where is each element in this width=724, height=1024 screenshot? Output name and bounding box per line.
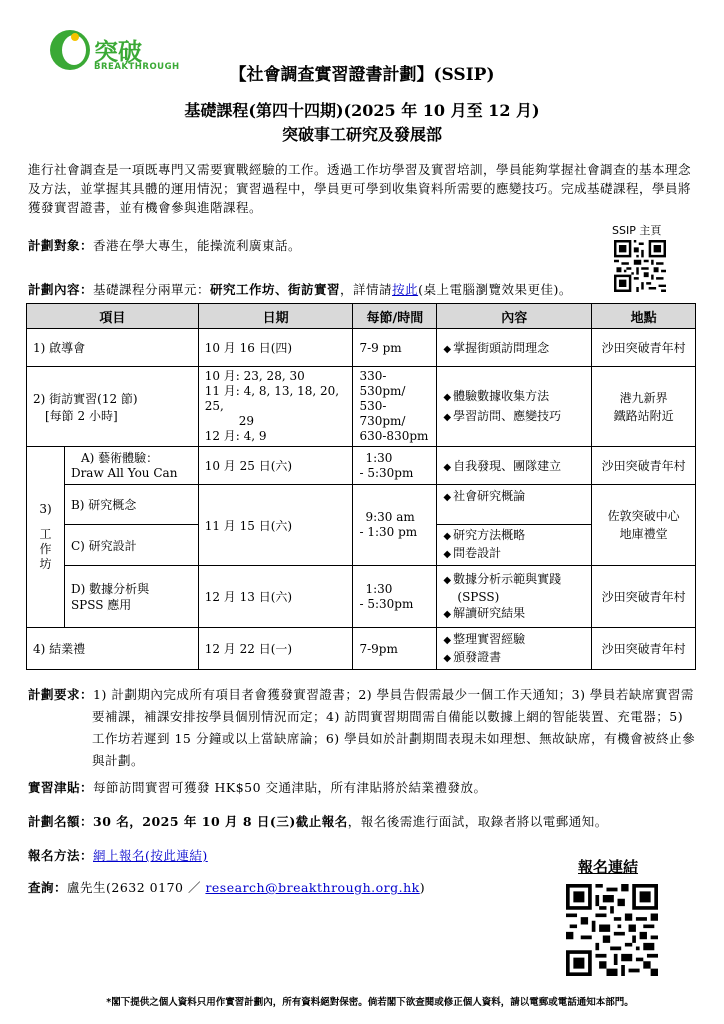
venue-cell: 沙田突破青年村 [592,628,696,670]
time-cell: 330-530pm/ 530-730pm/ 630-830pm [353,367,437,447]
venue-cell: 沙田突破青年村 [592,329,696,367]
quota-text: ，報名後需進行面試，取錄者將以電郵通知。 [347,814,608,829]
ssip-qr-label: SSIP 主頁 [612,224,662,237]
logo-chinese: 突破 [94,38,142,66]
venue-cell: 港九新界 鐵路站附近 [592,367,696,447]
time-cell: 7-9 pm [353,329,437,367]
content-label: 計劃內容： [28,282,94,297]
quota-label: 計劃名額： [28,814,94,829]
enquiry-label: 查詢： [28,880,68,895]
date-cell: 10 月 16 日(四) [198,329,353,367]
table-row [27,628,696,670]
table-header-row [27,304,696,329]
allowance-label: 實習津貼： [28,780,94,795]
page-title: 【社會調查實習證書計劃】(SSIP) [229,65,495,85]
allowance-line [28,778,700,797]
date-cell: 10 月: 23, 28, 30 11 月: 4, 8, 13, 18, 20, 25, 29 12 月: 4, 9 [198,367,353,447]
item-cell: D) 數據分析與 SPSS 應用 [64,566,198,628]
time-cell: 1:30 - 5:30pm [353,447,437,485]
date-cell: 11 月 15 日(六) [198,485,353,566]
content-line: 計劃內容：基礎課程分兩單元：研究工作坊、街訪實習，詳情請按此(桌上電腦瀏覽效果更佳)。 [28,282,572,297]
page-subtitle: 基礎課程(第四十四期)(2025 年 10 月至 12 月) [184,101,540,120]
time-cell: 7-9pm [353,628,437,670]
apply-qr-label: 報名連結 [578,858,639,876]
venue-cell: 佐敦突破中心 地庫禮堂 [592,485,696,566]
header-content: 內容 [437,304,592,329]
item-cell: 2) 街訪實習(12 節) [每節 2 小時] [27,367,199,447]
requirements-paragraph [28,684,700,772]
workshop-label-cell: 3) 工 作 坊 [27,447,65,628]
quota-deadline: 30 名，2025 年 10 月 8 日(三)截止報名 [93,814,348,829]
target-label: 計劃對象： [28,238,94,253]
enquiry-line: 查詢：盧先生(2632 0170 ／ research@breakthrough.org.hk) [28,880,426,895]
header-item: 項目 [27,304,199,329]
table-row [27,367,696,447]
header-time: 每節/時間 [353,304,437,329]
apply-label: 報名方法： [28,848,94,863]
header-venue: 地點 [592,304,696,329]
content-cell: ◆ 數據分析示範與實踐 (SPSS) ◆ 解讀研究結果 [437,566,592,628]
target-line [28,236,588,255]
quota-line [28,812,700,831]
requirements-label: 計劃要求： [28,687,94,702]
item-cell: A) 藝術體驗： Draw All You Can [64,447,198,485]
department-title: 突破事工研究及發展部 [281,125,442,144]
table-row [27,329,696,367]
allowance-text: 每節訪問實習可獲發 HK$50 交通津貼，所有津貼將於結業禮發放。 [93,780,487,795]
table-row [27,447,696,485]
date-cell: 12 月 22 日(一) [198,628,353,670]
time-cell: 9:30 am - 1:30 pm [353,485,437,566]
item-cell: 1) 啟導會 [27,329,199,367]
content-cell: ◆ 整理實習經驗 ◆ 頒發證書 [437,628,592,670]
apply-line [28,846,428,865]
table-row [27,566,696,628]
apply-qr-icon[interactable] [566,884,658,976]
content-cell: ◆ 掌握街頭訪問理念 [437,329,592,367]
intro-paragraph: 進行社會調查是一項既專門又需要實戰經驗的工作。透過工作坊學習及實習培訓，學員能夠掌握社會調查的基本理念及方法，並掌握其具體的運用情況；實習過程中，學員更可學到收集資料所需要的應變技巧。完成基礎課程，學員將獲發實習證書，並有機會參與進階課程。 [28,162,692,215]
content-cell: ◆ 研究方法概略 ◆ 問卷設計 [437,525,592,566]
venue-cell: 沙田突破青年村 [592,566,696,628]
time-cell: 1:30 - 5:30pm [353,566,437,628]
header-date: 日期 [198,304,353,329]
table-row [27,485,696,525]
details-link[interactable]: 按此 [392,282,419,297]
ssip-homepage-qr-icon[interactable] [614,240,666,292]
apply-link[interactable]: 網上報名(按此連結) [93,848,208,863]
content-cell: ◆ 體驗數據收集方法 ◆ 學習訪問、應變技巧 [437,367,592,447]
content-cell: ◆ 自我發現、團隊建立 [437,447,592,485]
privacy-footer: *閣下提供之個人資料只用作實習計劃內，所有資料絕對保密。倘若閣下欲查閱或修正個人資料，請以電郵或電話通知本部門。 [106,997,634,1008]
date-cell: 10 月 25 日(六) [198,447,353,485]
date-cell: 12 月 13 日(六) [198,566,353,628]
requirements-text: 1) 計劃期內完成所有項目者會獲發實習證書；2) 學員告假需最少一個工作天通知；3) 學員若缺席實習需要補課，補課安排按學員個別情況而定；4) 訪問實習期間需自備能以數據上網的智能裝置、充電器；5) 工作坊若遲到 15 分鐘或以上當缺席論；6) 學員如於計劃期間表現未如理想、無故缺席，有機會被終止參與計劃。 [92,687,696,768]
item-cell: 4) 結業禮 [27,628,199,670]
email-link[interactable]: research@breakthrough.org.hk [205,880,420,895]
item-cell: B) 研究概念 [64,485,198,525]
target-text: 香港在學大專生，能操流利廣東話。 [93,238,302,253]
schedule-table [26,303,696,670]
content-cell: ◆ 社會研究概論 [437,485,592,525]
item-cell: C) 研究設計 [64,525,198,566]
venue-cell: 沙田突破青年村 [592,447,696,485]
logo-english: BREAKTHROUGH [94,62,180,72]
